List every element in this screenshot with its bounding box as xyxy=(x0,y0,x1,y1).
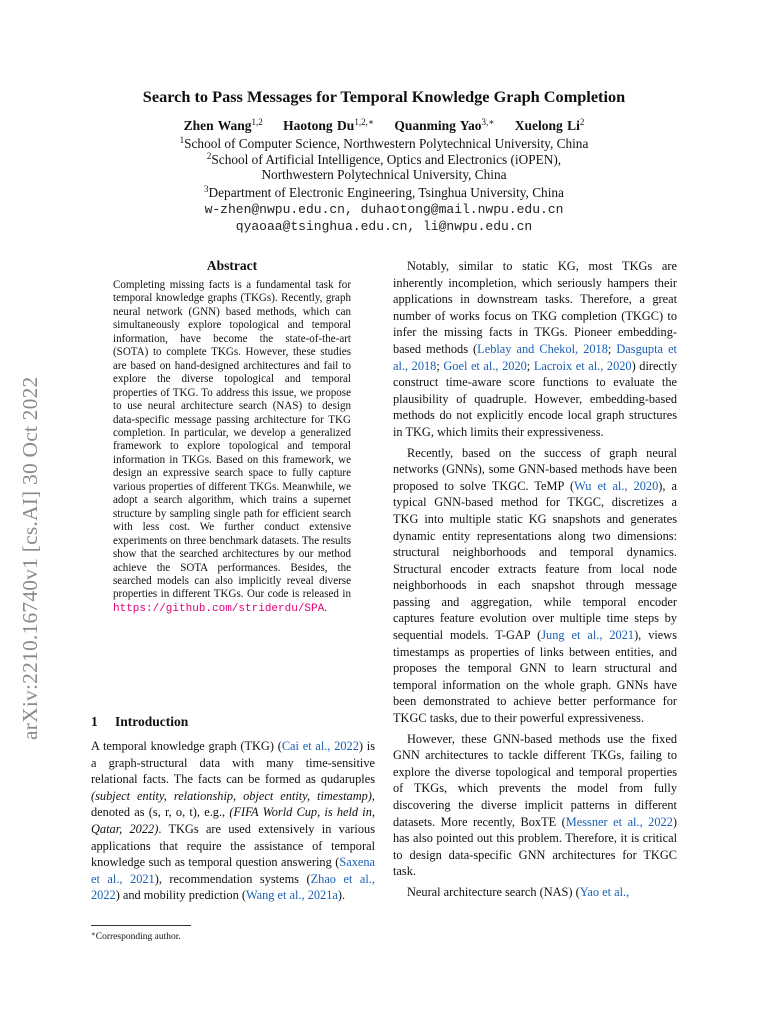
introduction-paragraph xyxy=(91,738,375,904)
affiliation-2 xyxy=(0,151,768,168)
text-run: ) has also pointed out this problem. Therefore, it is critical to design data-specific GNN architectures for TKGC task. xyxy=(393,814,677,879)
text-run: , denoted as (s, r, o, t), e.g., xyxy=(91,788,375,820)
citation-link[interactable]: Yao et al., xyxy=(579,884,630,899)
paragraph xyxy=(393,884,677,901)
abstract-end: . xyxy=(324,601,327,614)
author-name: Zhen Wang xyxy=(183,118,252,133)
text-run: . TKGs are used extensively in various applications that require the assistance of temporal knowledge such as temporal question answering ( xyxy=(91,821,375,870)
author-name: Xuelong Li xyxy=(514,118,580,133)
citation-link[interactable]: Lacroix et al., 2020 xyxy=(533,358,632,373)
text-run: Notably, similar to static KG, most TKGs are inherently incompletion, which seriously hampers their applications in downstream tasks. Therefore, a great number of works focus on TKG completion (TKGC) to infer the missing facts in TKGs. Pioneer embedding-based methods ( xyxy=(393,259,677,356)
paragraph xyxy=(393,445,677,727)
affiliation-text: Department of Electronic Engineering, Tsinghua University, China xyxy=(208,185,564,200)
footnote-rule xyxy=(91,925,191,926)
author-affiliation-mark: 1,2,∗ xyxy=(354,117,374,127)
text-run: ; xyxy=(607,341,617,356)
author-affiliation-mark: 1,2 xyxy=(251,117,263,127)
abstract-body xyxy=(113,279,351,616)
author-list xyxy=(0,117,768,134)
abstract-text: Completing missing facts is a fundamental task for temporal knowledge graphs (TKGs). Recently, graph neural network (GNN) based methods, which can simultaneously explore topological and temporal information, have become the state-of-the-art (SOTA) to complete TKGs. However, these studies are based on hand-designed architectures and fail to explore the diverse topological and temporal properties of TKG. To address this issue, we propose to use neural architecture search (NAS) to design data-specific message passing architecture for TKG completion. In particular, we develop a generalized framework to explore topological and temporal information in TKGs. Based on this framework, we design an expressive search space to fully capture various properties of different TKGs. Meanwhile, we adopt a search algorithm, which trains a supernet structure by sampling single path for efficient search with less cost. We further conduct extensive experiments on three benchmark datasets. The results show that the searched architectures by our method achieve the SOTA performances. Besides, the searched models can also implicitly reveal diverse properties in different TKGs. Our code is released in xyxy=(113,279,351,601)
author-name: Haotong Du xyxy=(283,118,355,133)
affiliation-text: School of Artificial Intelligence, Optics and Electronics (iOPEN), xyxy=(211,152,562,167)
affiliation-mark: 1 xyxy=(179,135,185,145)
text-run: Recently, based on the success of graph neural networks (GNNs), some GNN-based methods have been proposed to solve TKGC. TeMP ( xyxy=(393,445,677,493)
footnote-mark: ∗ xyxy=(91,930,96,938)
text-run: A temporal knowledge graph (TKG) ( xyxy=(91,739,282,753)
text-run: However, these GNN-based methods use the fixed GNN architectures to tackle different TKGs, failing to explore the diverse topological and temporal properties of TKGs, which prevents the model from fully discovering the diverse implicit patterns in different datasets. More recently, BoxTE ( xyxy=(393,731,677,829)
section-heading-introduction xyxy=(91,714,188,730)
text-run: ; xyxy=(526,358,534,373)
text-run: ). xyxy=(337,888,346,903)
citation-link[interactable]: Wang et al., 2021a xyxy=(245,888,338,903)
affiliation-1 xyxy=(0,135,768,152)
section-title: Introduction xyxy=(115,714,189,729)
text-run: ) directly construct time-aware score functions to evaluate the plausibility of quadruple. However, embedding-based methods do not explicitly encode local graph structures in TKG, which limits their expressiveness. xyxy=(393,358,677,439)
author-affiliation-mark: 3,∗ xyxy=(481,117,495,127)
code-link[interactable]: https://github.com/striderdu/SPA xyxy=(113,602,325,615)
citation-link[interactable]: Goel et al., 2020 xyxy=(443,358,527,373)
text-run: ), a typical GNN-based method for TKGC, discretizes a TKG into multiple static KG snapshots and generates dynamic entity representations along two dimensions: structural neighborhoods and temporal dynamics. Structural encoder extracts feature from local node neighborhoods in each snapshot through message passing and aggregation, while temporal encoder captures feature evolution over multiple time steps by sequential models. T-GAP ( xyxy=(393,478,678,643)
citation-link[interactable]: Leblay and Chekol, 2018 xyxy=(477,341,608,356)
text-run: ; xyxy=(436,358,444,373)
text-run: ), recommendation systems ( xyxy=(154,871,311,886)
abstract-heading: Abstract xyxy=(206,258,258,273)
citation-link[interactable]: Messner et al., 2022 xyxy=(565,814,673,829)
emails-line-2: qyaoaa@tsinghua.edu.cn, li@nwpu.edu.cn xyxy=(235,219,533,234)
affiliation-mark: 3 xyxy=(204,184,209,194)
citation-link[interactable]: Zhao et al., 2022 xyxy=(91,871,375,903)
section-number: 1 xyxy=(91,714,98,729)
affiliation-text: School of Computer Science, Northwestern Polytechnical University, China xyxy=(184,136,589,151)
footnote xyxy=(91,930,181,942)
text-run: ) and mobility prediction ( xyxy=(115,888,246,903)
author-name: Quanming Yao xyxy=(394,118,482,133)
affiliation-2-line-2: Northwestern Polytechnical University, China xyxy=(261,167,507,182)
citation-link[interactable]: Jung et al., 2021 xyxy=(541,628,635,643)
text-run: ) is a graph-structural data with many time-sensitive relational facts. The facts can be formed as qudaruples xyxy=(91,739,375,787)
arxiv-identifier: arXiv:2210.16740v1 [cs.AI] 30 Oct 2022 xyxy=(18,376,42,740)
citation-link[interactable]: Dasgupta et al., 2018 xyxy=(393,341,677,373)
emails-line-1: w-zhen@nwpu.edu.cn, duhaotong@mail.nwpu.edu.cn xyxy=(204,202,564,217)
citation-link[interactable]: Saxena et al., 2021 xyxy=(91,855,375,886)
footnote-text: Corresponding author. xyxy=(95,932,181,942)
citation-link[interactable]: Wu et al., 2020 xyxy=(574,478,659,493)
italic-text: (FIFA World Cup, is held in, Qatar, 2022) xyxy=(91,805,375,836)
text-run: ), views timestamps as properties of links between entities, and proposes the temporal GNN to learn structural and temporal information on the whole graph. GNNs have been demonstrated to achieve better performance for TKGC tasks, due to their powerful expressiveness. xyxy=(393,628,677,726)
author-affiliation-mark: 2 xyxy=(579,117,585,127)
text-run: Neural architecture search (NAS) ( xyxy=(407,884,580,899)
paragraph xyxy=(393,731,677,880)
citation-link[interactable]: Cai et al., 2022 xyxy=(281,739,359,753)
paragraph xyxy=(393,258,677,441)
affiliation-mark: 2 xyxy=(206,151,212,161)
right-column xyxy=(393,258,677,905)
paper-title: Search to Pass Messages for Temporal Knowledge Graph Completion xyxy=(142,87,626,106)
italic-text: (subject entity, relationship, object entity, timestamp) xyxy=(91,788,372,803)
affiliation-3 xyxy=(0,184,768,201)
